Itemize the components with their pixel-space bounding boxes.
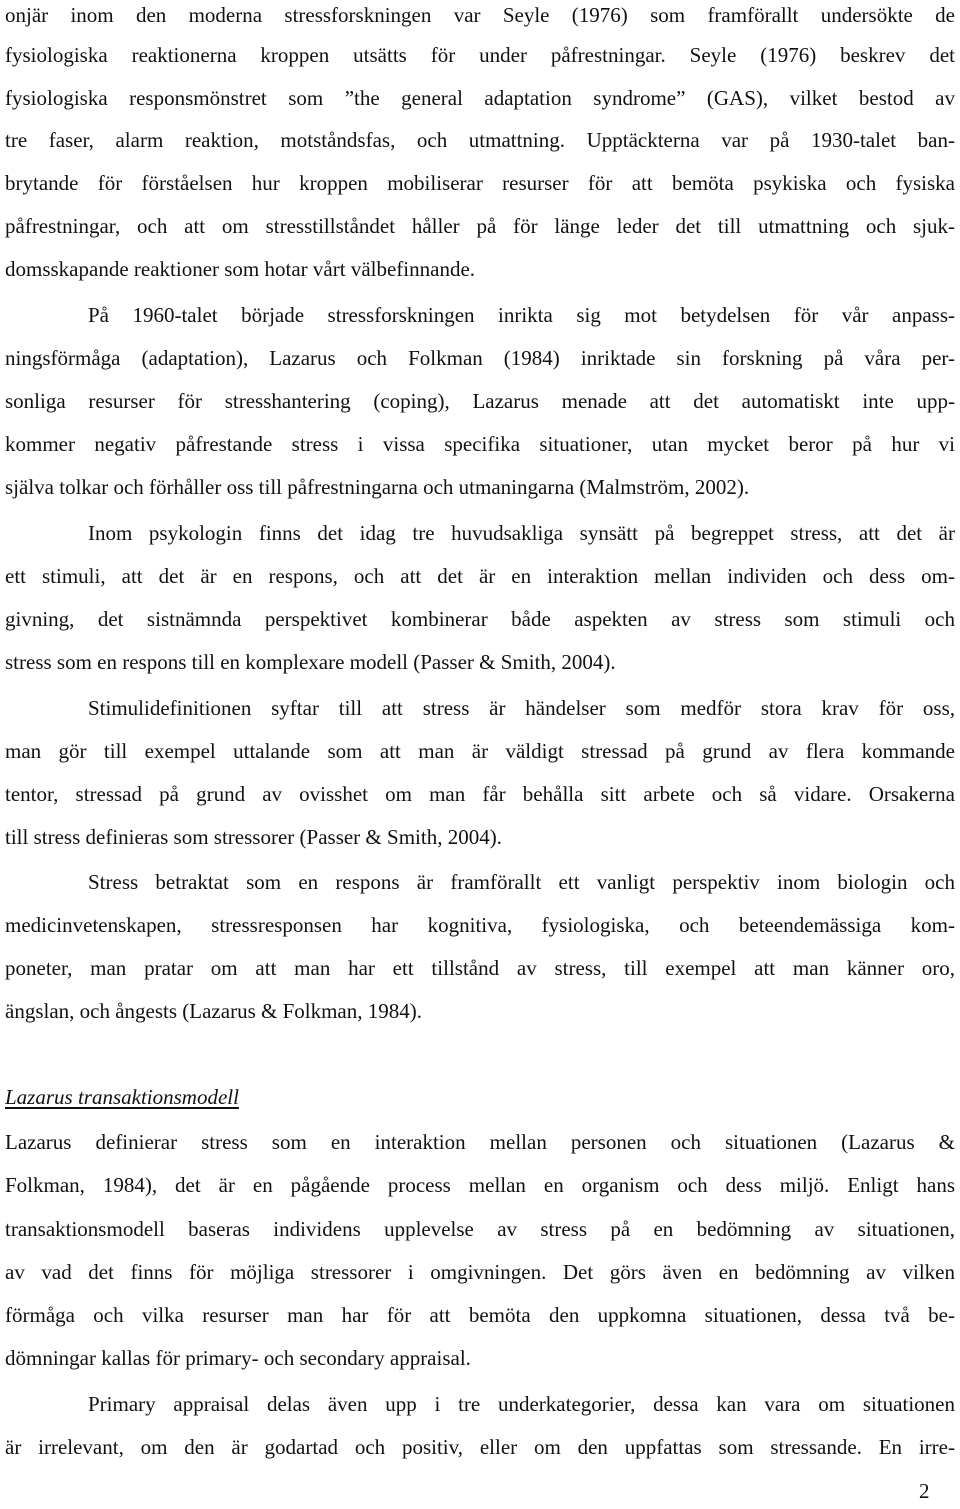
text-line: Stimulidefinitionen syftar till att stress är händelser som medför stora krav för oss, (88, 696, 955, 720)
text-line: poneter, man pratar om att man har ett tillstånd av stress, till exempel att man känner oro, (5, 956, 955, 980)
text-line: fysiologiska reaktionerna kroppen utsätts för under påfrestningar. Seyle (1976) beskrev det (5, 43, 955, 67)
text-line: till stress definieras som stressorer (Passer & Smith, 2004). (5, 825, 502, 849)
text-line: På 1960-talet började stressforskningen inrikta sig mot betydelsen för vår anpass- (88, 303, 955, 327)
text-line: Inom psykologin finns det idag tre huvudsakliga synsätt på begreppet stress, att det är (88, 521, 955, 545)
text-line: är irrelevant, om den är godartad och positiv, eller om den uppfattas som stressande. En irre- (5, 1435, 955, 1459)
text-line: stress som en respons till en komplexare modell (Passer & Smith, 2004). (5, 650, 616, 674)
page-number: 2 (919, 1479, 930, 1503)
text-line: givning, det sistnämnda perspektivet kombinerar både aspekten av stress som stimuli och (5, 607, 955, 631)
text-line: tentor, stressad på grund av ovisshet om man får behålla sitt arbete och så vidare. Orsakerna (5, 782, 955, 806)
text-line: själva tolkar och förhåller oss till påfrestningarna och utmaningarna (Malmström, 2002). (5, 475, 750, 499)
text-line: transaktionsmodell baseras individens upplevelse av stress på en bedömning av situationen, (5, 1217, 955, 1241)
text-line: tre faser, alarm reaktion, motståndsfas, och utmattning. Upptäckterna var på 1930-talet ban- (5, 128, 955, 152)
text-line: Folkman, 1984), det är en pågående process mellan en organism och dess miljö. Enligt hans (5, 1173, 955, 1197)
text-line: domsskapande reaktioner som hotar vårt välbefinnande. (5, 257, 476, 281)
text-line: ningsförmåga (adaptation), Lazarus och Folkman (1984) inriktade sin forskning på våra per- (5, 346, 955, 370)
text-line: dömningar kallas för primary- och secondary appraisal. (5, 1346, 471, 1370)
text-line: förmåga och vilka resurser man har för att bemöta den uppkomna situationen, dessa två be- (5, 1303, 955, 1327)
text-line: fysiologiska responsmönstret som ”the general adaptation syndrome” (GAS), vilket bestod av (5, 86, 955, 110)
text-line: ängslan, och ångests (Lazarus & Folkman, 1984). (5, 999, 422, 1023)
text-line: ett stimuli, att det är en respons, och att det är en interaktion mellan individen och dess om- (5, 564, 955, 588)
text-line: av vad det finns för möjliga stressorer i omgivningen. Det görs även en bedömning av vilken (5, 1260, 955, 1284)
text-line: medicinvetenskapen, stressresponsen har kognitiva, fysiologiska, och beteendemässiga kom- (5, 913, 955, 937)
text-line: onjär inom den moderna stressforskningen var Seyle (1976) som framförallt undersökte de (5, 3, 955, 27)
text-line: man gör till exempel uttalande som att man är väldigt stressad på grund av flera kommande (5, 739, 955, 763)
section-heading: Lazarus transaktionsmodell (5, 1085, 239, 1109)
text-line: sonliga resurser för stresshantering (coping), Lazarus menade att det automatiskt inte upp- (5, 389, 955, 413)
text-line: Stress betraktat som en respons är framförallt ett vanligt perspektiv inom biologin och (88, 870, 955, 894)
text-line: påfrestningar, och att om stresstillståndet håller på för länge leder det till utmattning och sjuk- (5, 214, 955, 238)
text-line: Primary appraisal delas även upp i tre underkategorier, dessa kan vara om situationen (88, 1392, 955, 1416)
text-line: Lazarus definierar stress som en interaktion mellan personen och situationen (Lazarus & (5, 1130, 955, 1154)
text-line: brytande för förståelsen hur kroppen mobiliserar resurser för att bemöta psykiska och fysiska (5, 171, 955, 195)
text-line: kommer negativ påfrestande stress i vissa specifika situationer, utan mycket beror på hur vi (5, 432, 955, 456)
